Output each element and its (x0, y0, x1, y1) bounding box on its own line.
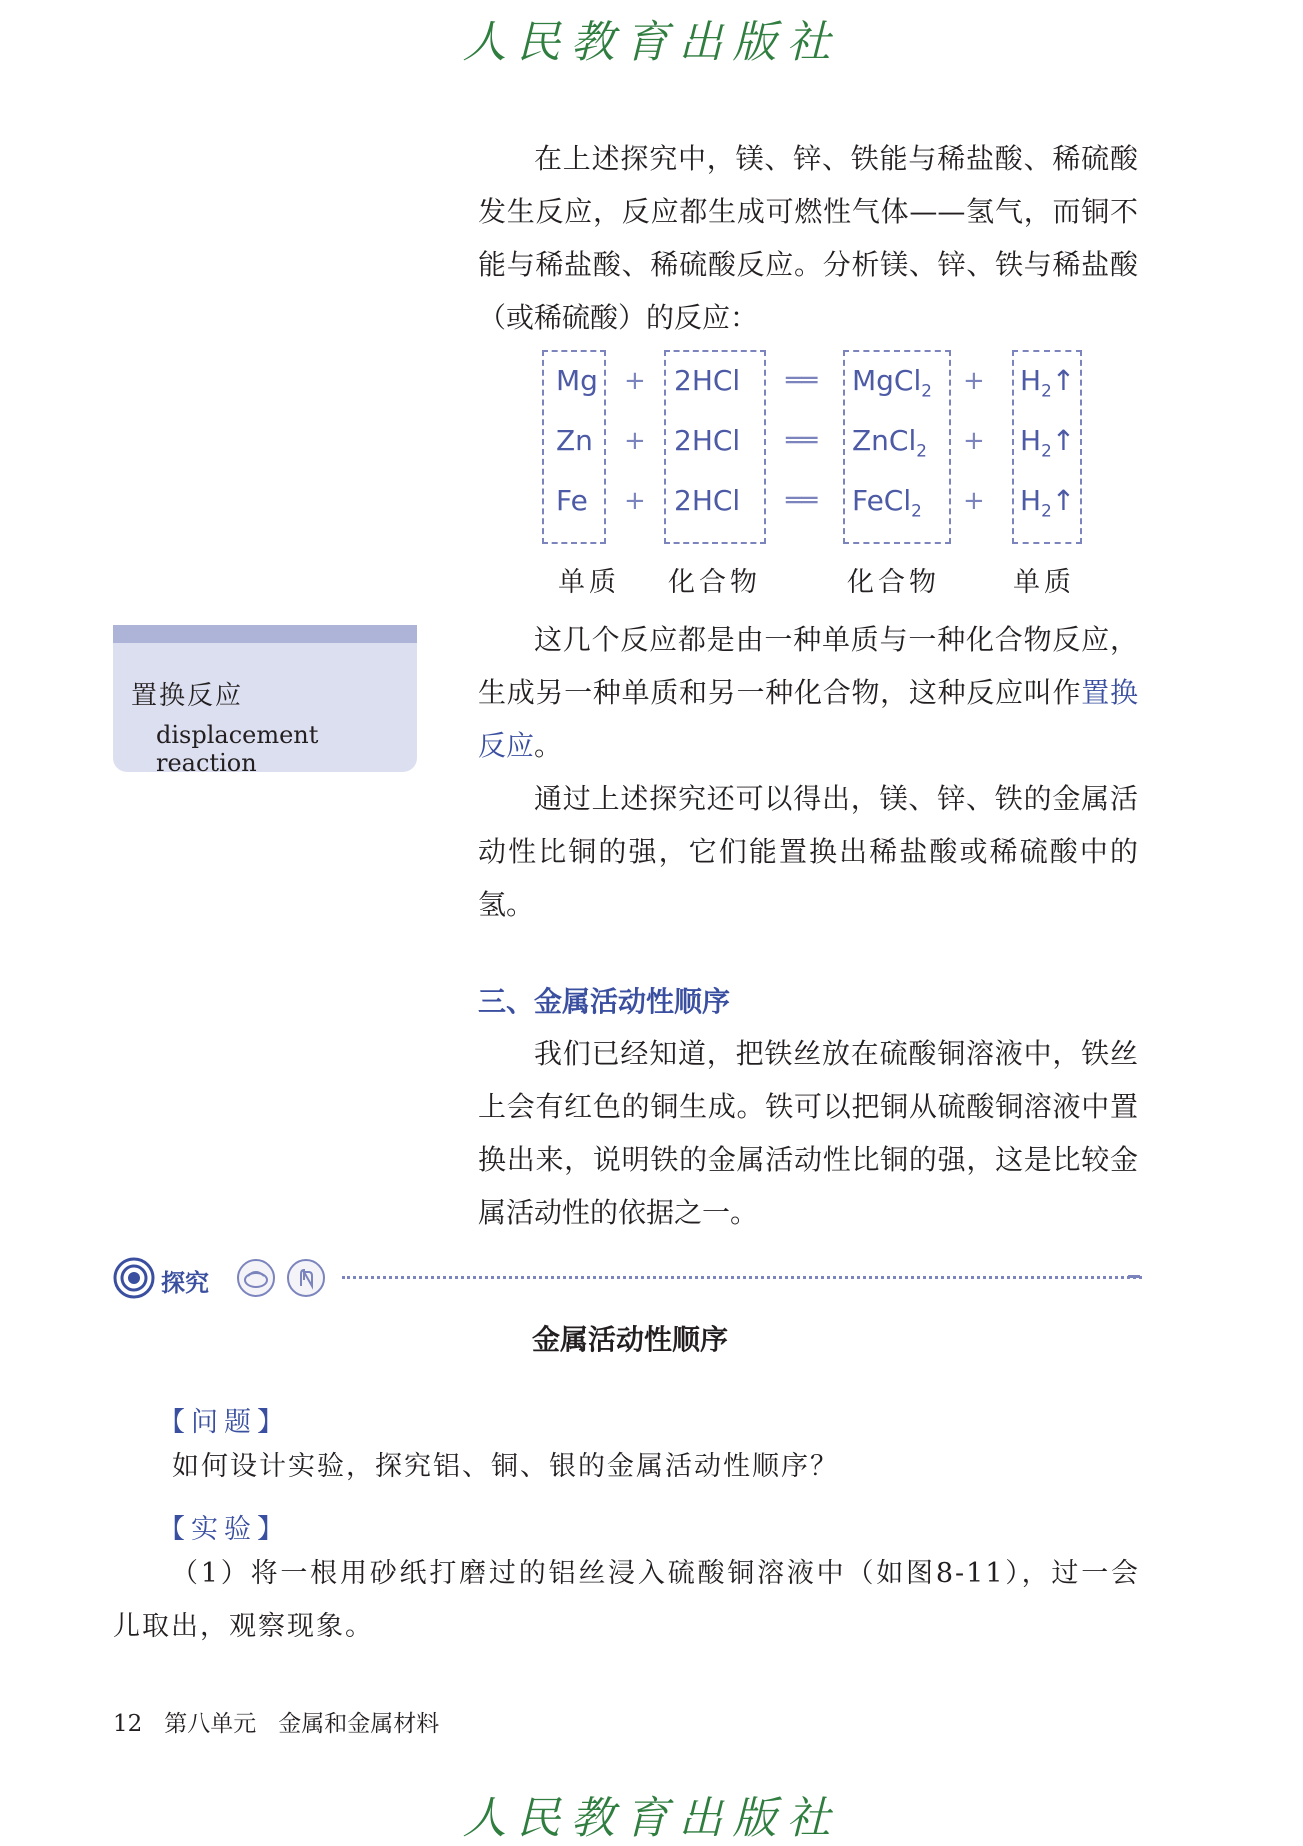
equation-metal: Zn (556, 424, 593, 457)
section-heading: 三、金属活动性顺序 (478, 985, 731, 1018)
gas-arrow-icon: ↑ (1051, 364, 1076, 397)
plus-sign: + (624, 366, 646, 396)
question-label: 【问题】 (158, 1407, 290, 1438)
plus-sign: + (963, 426, 985, 456)
equation-metal: Mg (556, 364, 598, 397)
equals-sign: ══ (786, 366, 818, 396)
plus-sign: + (963, 486, 985, 516)
equals-sign: ══ (786, 426, 818, 456)
paragraph-reaction-intro: 在上述探究中，镁、锌、铁能与稀盐酸、稀硫酸发生反应，反应都生成可燃性气体——氢气，而铜不能与稀盐酸、稀硫酸反应。分析镁、锌、铁与稀盐酸（或稀硫酸）的反应： (478, 142, 1138, 334)
hand-icon (286, 1258, 326, 1298)
gas-arrow-icon: ↑ (1051, 424, 1076, 457)
sidebar-term-chinese: 置换反应 (131, 681, 244, 711)
glossary-sidebar (113, 625, 417, 777)
term-displacement-reaction: 置换反应 (478, 676, 1138, 762)
plus-sign: + (963, 366, 985, 396)
page-footer (113, 1705, 461, 1738)
paragraph-activity-conclusion: 通过上述探究还可以得出，镁、锌、铁的金属活动性比铜的强，它们能置换出稀盐酸或稀硫酸中的氢。 (478, 782, 1138, 921)
caption-element-right: 单质 (1013, 567, 1075, 598)
plus-sign: + (624, 426, 646, 456)
equation-salt: MgCl$_2$ (852, 364, 932, 401)
plus-sign: + (624, 486, 646, 516)
equation-gas: $H_2↑$ (1020, 364, 1076, 401)
equation-salt: ZnCl$_2$ (852, 424, 927, 461)
paragraph-iron-copper: 我们已经知道，把铁丝放在硫酸铜溶液中，铁丝上会有红色的铜生成。铁可以把铜从硫酸铜溶液中置换出来，说明铁的金属活动性比铜的强，这是比较金属活动性的依据之一。 (478, 1037, 1138, 1229)
beaker-icon (236, 1258, 276, 1298)
sidebar-header-bar (113, 625, 417, 643)
equation-acid: 2HCl (674, 484, 741, 517)
equation-acid: 2HCl (674, 364, 741, 397)
gas-arrow-icon: ↑ (1051, 484, 1076, 517)
caption-compound-left: 化合物 (668, 567, 761, 598)
question-text: 如何设计实验，探究铝、铜、银的金属活动性顺序？ (172, 1451, 839, 1482)
publisher-watermark-top: 人民教育出版社 (462, 17, 841, 68)
equation-gas: $H_2↑$ (1020, 484, 1076, 521)
divider-dotted (342, 1276, 1142, 1279)
publisher-watermark-bottom: 人民教育出版社 (462, 1793, 841, 1844)
equation-metal: Fe (556, 484, 588, 517)
unit-title: 金属和金属材料 (278, 1711, 440, 1737)
caption-element-left: 单质 (558, 567, 620, 598)
experiment-label: 【实验】 (158, 1514, 290, 1545)
definition-period: 。 (534, 729, 563, 762)
paragraph-displacement-definition (478, 613, 1138, 772)
inquiry-label: 探究 (161, 1269, 209, 1297)
sidebar-term-english: displacement reaction (156, 721, 319, 777)
target-icon (113, 1257, 155, 1299)
equation-table (540, 350, 1100, 600)
equation-salt: FeCl$_2$ (852, 484, 922, 521)
divider-end (1128, 1275, 1140, 1278)
equation-acid: 2HCl (674, 424, 741, 457)
unit-label: 第八单元 (164, 1711, 257, 1737)
equals-sign: ══ (786, 486, 818, 516)
experiment-step-1: （1）将一根用砂纸打磨过的铝丝浸入硫酸铜溶液中（如图8-11），过一会儿取出，观察现象。 (113, 1558, 1140, 1642)
inquiry-title: 金属活动性顺序 (531, 1323, 728, 1356)
page-number: 12 (113, 1711, 143, 1737)
definition-text: 这几个反应都是由一种单质与一种化合物反应，生成另一种单质和另一种化合物，这种反应叫作 (478, 623, 1138, 709)
equation-gas: $H_2↑$ (1020, 424, 1076, 461)
caption-compound-right: 化合物 (847, 567, 940, 598)
